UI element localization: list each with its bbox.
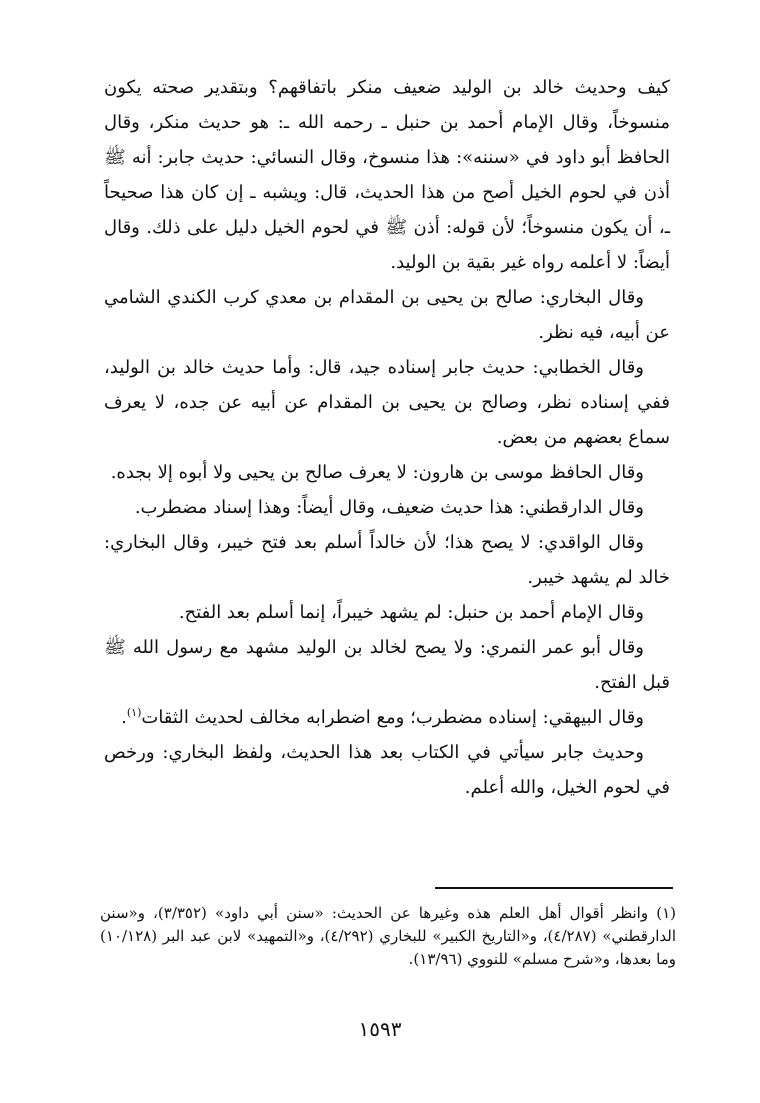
paragraph-1: كيف وحديث خالد بن الوليد ضعيف منكر باتفاقهم؟ وبتقدير صحته يكون منسوخاً، وقال الإمام أحمد بن حنبل ـ رحمه الله ـ: هو حديث منكر، وقال الحافظ أبو داود في «سننه»: هذا منسوخ، وقال النسائي: حديث جابر: أنه ﷺ أذن في لحوم الخيل أصح من هذا الحديث، قال: ويشبه ـ إن كان هذا صحيحاً ـ، أن يكون منسوخاً؛ لأن قوله: أذن ﷺ في لحوم الخيل دليل على ذلك. وقال أيضاً: لا أعلمه رواه غير بقية بن الوليد.: [104, 77, 670, 273]
paragraph-2: وقال البخاري: صالح بن يحيى بن المقدام بن معدي كرب الكندي الشامي عن أبيه، فيه نظر.: [104, 287, 670, 343]
paragraph-9: وقال البيهقي: إسناده مضطرب؛ ومع اضطرابه مخالف لحديث الثقات$^{(١)}$.: [121, 706, 644, 728]
paragraph-4: وقال الحافظ موسى بن هارون: لا يعرف صالح بن يحيى ولا أبوه إلا بجده.: [110, 462, 644, 483]
page-number: ١٥٩٣: [358, 1017, 402, 1041]
main-text: [104, 70, 670, 805]
footnote: (١) وانظر أقوال أهل العلم هذه وغيرها عن الحديث: «سنن أبي داود» (٣/٣٥٢)، و«سنن الدارقطني» (٤/٢٨٧)، و«التاريخ الكبير» للبخاري (٤/٢٩٢)، و«التمهيد» لابن عبد البر (١٠/١٢٨) وما بعدها، و«شرح مسلم» للنووي (١٣/٩٦).: [100, 904, 676, 968]
paragraph-7: وقال الإمام أحمد بن حنبل: لم يشهد خيبراً، إنما أسلم بعد الفتح.: [178, 602, 644, 623]
footnote-reference: (١): [126, 706, 142, 719]
paragraph-10: وحديث جابر سيأتي في الكتاب بعد هذا الحديث، ولفظ البخاري: ورخص في لحوم الخيل، والله أعلم.: [104, 742, 670, 798]
paragraph-9-text: وقال البيهقي: إسناده مضطرب؛ ومع اضطرابه مخالف لحديث الثقات: [141, 707, 644, 728]
footnote-separator: [435, 887, 673, 889]
paragraph-3: وقال الخطابي: حديث جابر إسناده جيد، قال: وأما حديث خالد بن الوليد، ففي إسناده نظر، وصالح بن يحيى بن المقدام عن أبيه عن جده، لا يعرف سماع بعضهم من بعض.: [104, 357, 670, 448]
paragraph-8: وقال أبو عمر النمري: ولا يصح لخالد بن الوليد مشهد مع رسول الله ﷺ قبل الفتح.: [104, 637, 670, 693]
paragraph-6: وقال الواقدي: لا يصح هذا؛ لأن خالداً أسلم بعد فتح خيبر، وقال البخاري: خالد لم يشهد خيبر.: [104, 532, 670, 588]
paragraph-5: وقال الدارقطني: هذا حديث ضعيف، وقال أيضاً: وهذا إسناد مضطرب.: [134, 497, 644, 518]
